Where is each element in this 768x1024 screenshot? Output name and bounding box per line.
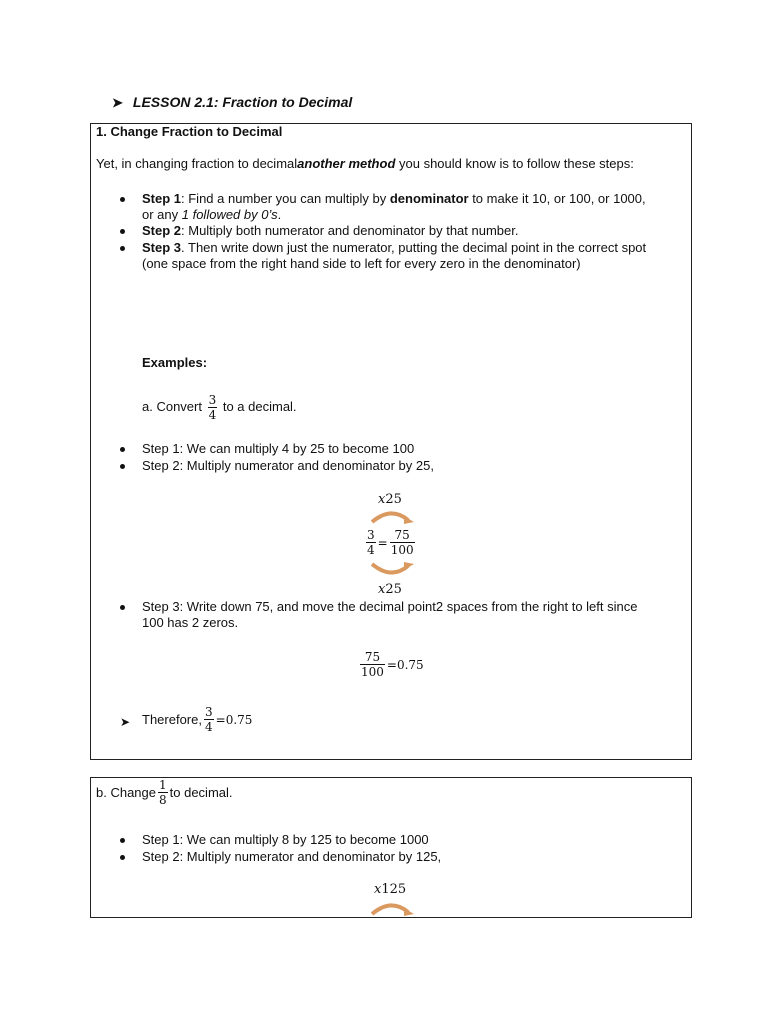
example-a-step1: Step 1: We can multiply 4 by 25 to become 100 bbox=[142, 441, 415, 456]
lesson-title: ➤ LESSON 2.1: Fraction to Decimal bbox=[112, 94, 353, 110]
bullet-icon bbox=[120, 197, 125, 202]
step-1: Step 1: Find a number you can multiply by denominator to make it 10, or 100, or 1000, bbox=[142, 191, 646, 206]
step-3-line2: (one space from the right hand side to left for every zero in the denominator) bbox=[142, 256, 581, 271]
bullet-icon bbox=[120, 447, 125, 452]
multiplier-top: x25 bbox=[378, 492, 402, 507]
example-a-step2: Step 2: Multiply numerator and denominator by 25, bbox=[142, 458, 434, 473]
bullet-icon bbox=[120, 229, 125, 234]
example-b-title: b. Change $\frac{1}{8}$ to decimal. bbox=[96, 778, 233, 807]
examples-label: Examples: bbox=[142, 355, 208, 370]
therefore-line: Therefore, $\frac{3}{4}$ = 0.75 bbox=[142, 705, 253, 734]
intro-text: Yet, in changing fraction to decimalanother method you should know is to follow these steps: bbox=[96, 156, 634, 171]
decimal-result: $\frac{75}{100}$ = 0.75 bbox=[361, 650, 424, 679]
example-b-step1: Step 1: We can multiply 8 by 125 to become 1000 bbox=[142, 832, 429, 847]
bullet-icon bbox=[120, 855, 125, 860]
bullet-icon bbox=[120, 464, 125, 469]
curved-arrow-top-b-icon bbox=[366, 900, 416, 916]
step-3: Step 3. Then write down just the numerator, putting the decimal point in the correct spot bbox=[142, 240, 647, 255]
step-2: Step 2: Multiply both numerator and denominator by that number. bbox=[142, 223, 519, 238]
example-a-step3: Step 3: Write down 75, and move the decimal point2 spaces from the right to left since bbox=[142, 599, 638, 614]
example-a-step3-line2: 100 has 2 zeros. bbox=[142, 615, 239, 630]
multiplier-top-b: x125 bbox=[374, 882, 407, 897]
fraction-equation-a: $\frac{3}{4}$ = $\frac{75}{100}$ bbox=[367, 528, 414, 557]
example-b-step2: Step 2: Multiply numerator and denominator by 125, bbox=[142, 849, 442, 864]
section-heading: 1. Change Fraction to Decimal bbox=[96, 124, 283, 139]
arrow-bullet-icon: ➤ bbox=[112, 95, 123, 110]
bullet-icon bbox=[120, 246, 125, 251]
arrow-bullet-icon: ➤ bbox=[120, 715, 131, 729]
multiplier-bottom: x25 bbox=[378, 582, 402, 597]
bullet-icon bbox=[120, 605, 125, 610]
example-a-title: a. Convert $\frac{3}{4}$ to a decimal. bbox=[142, 393, 297, 423]
curved-arrow-top-icon bbox=[366, 508, 416, 524]
fraction-3-4: $\frac{3}{4}$ bbox=[208, 393, 217, 423]
curved-arrow-bottom-icon bbox=[366, 562, 416, 578]
bullet-icon bbox=[120, 838, 125, 843]
step-1-line2: or any 1 followed by 0’s. bbox=[142, 207, 282, 222]
